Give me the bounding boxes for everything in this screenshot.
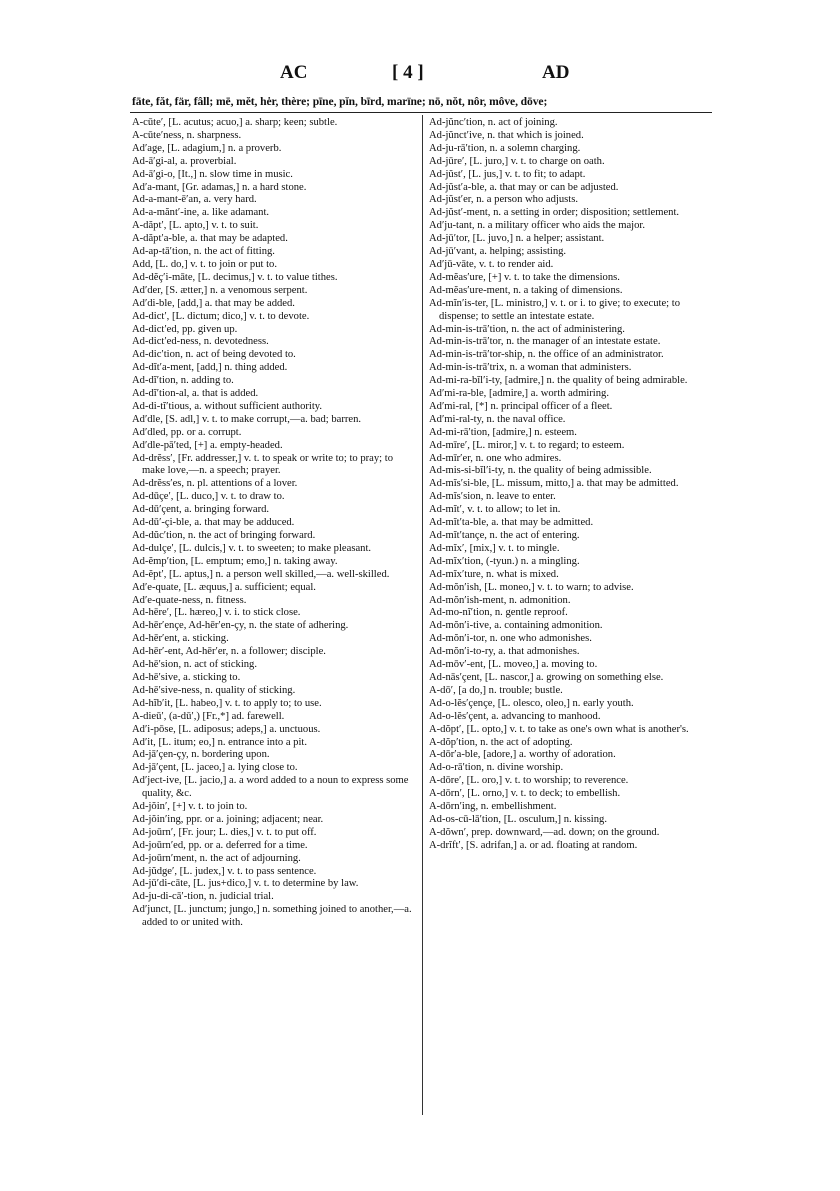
dictionary-entry: Ad-jā′çen-çy, n. bordering upon. <box>132 749 270 761</box>
dictionary-entry: Ad-o-rā′tion, n. divine worship. <box>429 762 564 774</box>
dictionary-entry: Ad-dict′ed-ness, n. devotedness. <box>132 336 269 348</box>
dictionary-entry: Ad′ject-ive, [L. jacio,] a. a word added to a noun to express some quality, &c. <box>132 775 409 800</box>
dictionary-entry: Ad-mŏn′i-tive, a. containing admonition. <box>429 620 603 632</box>
dictionary-entry: Ad-nās′çent, [L. nascor,] a. growing on something else. <box>429 671 664 683</box>
dictionary-entry: Ad-jŭst′-ment, n. a setting in order; disposition; settlement. <box>429 207 680 219</box>
dictionary-entry: Ad-jŭst′a-ble, a. that may or can be adjusted. <box>429 181 619 193</box>
dictionary-entry: Ad-drĕss′, [Fr. addresser,] v. t. to speak or write to; to pray; to make love,—n. a speech; prayer. <box>132 452 393 477</box>
dictionary-entry: Ad-a-mănt′-ine, a. like adamant. <box>132 207 270 219</box>
dictionary-entry: Ad-mĭx′tion, (-tyun.) n. a mingling. <box>429 555 580 567</box>
dictionary-entry: Ad-hēre′, [L. hæreo,] v. i. to stick close. <box>132 607 301 619</box>
dictionary-entry: A-dōrn′ing, n. embellishment. <box>429 801 557 813</box>
dictionary-entry: Ad-o-lĕs′çençe, [L. olesco, oleo,] n. early youth. <box>429 697 634 709</box>
dictionary-entry: Ad′i-pōse, [L. adiposus; adeps,] a. unctuous. <box>132 723 321 735</box>
dictionary-entry: Ad-a-mant-ē′an, a. very hard. <box>132 194 257 206</box>
dictionary-entry: Ad-jŭnc′tion, n. act of joining. <box>429 117 558 128</box>
left-guide-word: AC <box>280 62 308 83</box>
dictionary-entry: Ad-min-is-trā′tion, n. the act of administering. <box>429 323 625 335</box>
column-divider <box>422 115 423 1115</box>
dictionary-entry: Ad-mŏn′ish, [L. moneo,] v. t. to warn; to advise. <box>429 581 634 593</box>
dictionary-entry: Ad-jŏin′, [+] v. t. to join to. <box>132 801 248 813</box>
dictionary-entry: Ad-mĭs′si-ble, [L. missum, mitto,] a. that may be admitted. <box>429 478 679 490</box>
dictionary-entry: Ad-mŏn′i-to-ry, a. that admonishes. <box>429 646 580 658</box>
dictionary-entry: Ad-ap-tā′tion, n. the act of fitting. <box>132 246 275 258</box>
dictionary-entry: Ad-min-is-trā′tor, n. the manager of an intestate estate. <box>429 336 661 348</box>
dictionary-entry: Ad-hē′sive, a. sticking to. <box>132 671 241 683</box>
dictionary-entry: Ad-joūrn′ment, n. the act of adjourning. <box>132 852 301 864</box>
dictionary-entry: Ad-mĭt′tançe, n. the act of entering. <box>429 530 580 541</box>
left-column <box>132 117 414 930</box>
dictionary-entry: Ad-os-cū-lā′tion, [L. osculum,] n. kissing. <box>429 813 607 825</box>
dictionary-entry: Ad-dĭ′tion-al, a. that is added. <box>132 388 259 400</box>
dictionary-entry: Ad-joūrn′, [Fr. jour; L. dies,] v. t. to put off. <box>132 826 317 838</box>
dictionary-entry: Ad′age, [L. adagium,] n. a proverb. <box>132 142 282 154</box>
dictionary-entry: Ad-min-is-trā′trix, n. a woman that administers. <box>429 362 632 374</box>
dictionary-entry: Ad-ju-di-cā′-tion, n. judicial trial. <box>132 891 274 903</box>
dictionary-entry: Ad-mĭx′ture, n. what is mixed. <box>429 568 559 580</box>
dictionary-entry: Ad′junct, [L. junctum; jungo,] n. something joined to another,—a. added to or united with. <box>132 904 412 929</box>
dictionary-entry: Ad-dĭt′a-ment, [add,] n. thing added. <box>132 362 288 374</box>
dictionary-entry: Ad′dled, pp. or a. corrupt. <box>132 426 242 438</box>
dictionary-entry: Ad-jŭdge′, [L. judex,] v. t. to pass sentence. <box>132 865 317 877</box>
dictionary-entry: A-dōre′, [L. oro,] v. t. to worship; to reverence. <box>429 775 629 787</box>
dictionary-entry: Ad-dic′tion, n. act of being devoted to. <box>132 349 296 361</box>
dictionary-entry: Ad-dict′ed, pp. given up. <box>132 323 238 335</box>
dictionary-entry: Ad-dĭ′tion, n. adding to. <box>132 375 234 387</box>
dictionary-entry: Ad-hē′sive-ness, n. quality of sticking. <box>132 684 296 696</box>
right-guide-word: AD <box>542 62 570 83</box>
dictionary-entry: Ad′der, [S. ætter,] n. a venomous serpent. <box>132 284 308 296</box>
dictionary-entry: A-dăpt′a-ble, a. that may be adapted. <box>132 233 288 245</box>
dictionary-entry: Ad-jŭst′er, n. a person who adjusts. <box>429 194 579 206</box>
dictionary-entry: Ad-drĕss′es, n. pl. attentions of a lover. <box>132 478 298 490</box>
dictionary-entry: Ad-dulçe′, [L. dulcis,] v. t. to sweeten; to make pleasant. <box>132 542 372 554</box>
dictionary-entry: Ad-o-lĕs′çent, a. advancing to manhood. <box>429 710 601 722</box>
dictionary-entry: Ad-mīr′er, n. one who admires. <box>429 452 562 464</box>
dictionary-entry: Ad-hēr′ent, a. sticking. <box>132 633 229 645</box>
dictionary-entry: A-dieū′, (a-dū′,) [Fr.,*] ad. farewell. <box>132 710 285 722</box>
dictionary-entry: A-cūte′ness, n. sharpness. <box>132 129 242 141</box>
dictionary-entry: Ad-mis-si-bĭl′i-ty, n. the quality of being admissible. <box>429 465 652 477</box>
dictionary-entry: Ad′di-ble, [add,] a. that may be added. <box>132 297 295 309</box>
dictionary-entry: Ad-ĕpt′, [L. aptus,] n. a person well skilled,—a. well-skilled. <box>132 568 390 580</box>
dictionary-entry: Ad-mi-ra-bĭl′i-ty, [admire,] n. the quality of being admirable. <box>429 375 688 387</box>
dictionary-entry: Ad-dĕç′i-māte, [L. decimus,] v. t. to value tithes. <box>132 271 338 283</box>
dictionary-entry: Ad′e-quate, [L. æquus,] a. sufficient; equal. <box>132 581 316 593</box>
dictionary-entry: Ad-hĭb′it, [L. habeo,] v. t. to apply to; to use. <box>132 697 322 709</box>
dictionary-entry: Ad-jŭst′, [L. jus,] v. t. to fit; to adapt. <box>429 168 586 180</box>
pronunciation-key: fāte, făt, fär, fâll; mē, mĕt, hėr, thère; pīne, pĭn, bīrd, marïne; nō, nŏt, nôr, môve, dōve; <box>132 95 548 108</box>
dictionary-entry: Ad′dle-pā′ted, [+] a. empty-headed. <box>132 439 283 451</box>
dictionary-entry: Ad′mi-ral, [*] n. principal officer of a fleet. <box>429 400 613 412</box>
dictionary-entry: Ad-dŭc′tion, n. the act of bringing forward. <box>132 530 316 541</box>
dictionary-entry: Ad-hē′sion, n. act of sticking. <box>132 659 258 671</box>
dictionary-entry: Ad-dict′, [L. dictum; dico,] v. t. to devote. <box>132 310 310 322</box>
dictionary-entry: Ad′ju-tant, n. a military officer who aids the major. <box>429 220 646 232</box>
dictionary-entry: Ad-ju-rā′tion, n. a solemn charging. <box>429 142 581 154</box>
dictionary-entry: Ad-mĕas′ure, [+] v. t. to take the dimensions. <box>429 271 620 283</box>
dictionary-entry: Ad-jŭnct′ive, n. that which is joined. <box>429 129 584 141</box>
dictionary-entry: Ad-hēr′ençe, Ad-hēr′en-çy, n. the state of adhering. <box>132 620 349 632</box>
dictionary-entry: Ad-mi-rā′tion, [admire,] n. esteem. <box>429 426 577 438</box>
dictionary-entry: Ad-dū′-çi-ble, a. that may be adduced. <box>132 517 295 529</box>
dictionary-entry: Ad-dū′çent, a. bringing forward. <box>132 504 270 516</box>
dictionary-entry: Ad-dūçe′, [L. duco,] v. t. to draw to. <box>132 491 285 503</box>
dictionary-entry: Ad-mŏn′ish-ment, n. admonition. <box>429 594 571 606</box>
dictionary-entry: Ad-di-tĭ′tious, a. without sufficient authority. <box>132 400 323 412</box>
dictionary-entry: Ad-mĭn′is-ter, [L. ministro,] v. t. or i. to give; to execute; to dispense; to settle an intestate estate. <box>429 297 680 322</box>
dictionary-entry: Ad-jū′vant, a. helping; assisting. <box>429 246 567 258</box>
dictionary-entry: Ad-ā′gi-o, [It.,] n. slow time in music. <box>132 168 293 180</box>
dictionary-entry: Ad-jū′di-cāte, [L. jus+dico,] v. t. to determine by law. <box>132 878 359 890</box>
dictionary-entry: A-dō′, [a do,] n. trouble; bustle. <box>429 684 563 696</box>
header-rule <box>130 112 712 113</box>
dictionary-entry: Ad-mĭx′, [mix,] v. t. to mingle. <box>429 542 560 554</box>
dictionary-entry: Ad-ā′gi-al, a. proverbial. <box>132 155 237 167</box>
dictionary-entry: A-dōrn′, [L. orno,] v. t. to deck; to embellish. <box>429 788 621 800</box>
dictionary-entry: Ad-mo-nĭ′tion, n. gentle reproof. <box>429 607 568 619</box>
dictionary-entry: Ad′it, [L. itum; eo,] n. entrance into a pit. <box>132 736 308 748</box>
dictionary-entry: A-dăpt′, [L. apto,] v. t. to suit. <box>132 220 259 232</box>
dictionary-entry: A-dōr′a-ble, [adore,] a. worthy of adoration. <box>429 749 616 761</box>
dictionary-entry: A-cūte′, [L. acutus; acuo,] a. sharp; keen; subtle. <box>132 117 338 128</box>
dictionary-entry: Ad-jū′tor, [L. juvo,] n. a helper; assistant. <box>429 233 605 245</box>
dictionary-entry: Ad-jūre′, [L. juro,] v. t. to charge on oath. <box>429 155 605 167</box>
dictionary-entry: Ad′a-mant, [Gr. adamas,] n. a hard stone. <box>132 181 307 193</box>
dictionary-entry: Ad′mi-ra-ble, [admire,] a. worth admiring. <box>429 388 609 400</box>
dictionary-entry: Ad′e-quate-ness, n. fitness. <box>132 594 247 606</box>
dictionary-entry: Add, [L. do,] v. t. to join or put to. <box>132 258 277 270</box>
dictionary-entry: Ad-mŏn′i-tor, n. one who admonishes. <box>429 633 592 645</box>
dictionary-entry: A-dŏwn′, prep. downward,—ad. down; on the ground. <box>429 826 660 838</box>
dictionary-entry: Ad-ĕmp′tion, [L. emptum; emo,] n. taking away. <box>132 555 338 567</box>
dictionary-entry: Ad′dle, [S. adl,] v. t. to make corrupt,—a. bad; barren. <box>132 413 362 425</box>
dictionary-entry: Ad-mĕas′ure-ment, n. a taking of dimensions. <box>429 284 623 296</box>
dictionary-entry: A-dŏp′tion, n. the act of adopting. <box>429 736 573 748</box>
dictionary-entry: Ad-hēr′-ent, Ad-hēr′er, n. a follower; disciple. <box>132 646 326 658</box>
dictionary-entry: A-drĭft′, [S. adrifan,] a. or ad. floating at random. <box>429 839 638 851</box>
page-header <box>130 62 710 88</box>
dictionary-entry: Ad-mĭt′, v. t. to allow; to let in. <box>429 504 561 516</box>
dictionary-entry: Ad-mōv′-ent, [L. moveo,] a. moving to. <box>429 659 598 671</box>
dictionary-entry: Ad-min-is-trā′tor-ship, n. the office of an administrator. <box>429 349 664 361</box>
right-column <box>429 117 711 853</box>
dictionary-entry: Ad-jā′çent, [L. jaceo,] a. lying close to. <box>132 762 298 774</box>
dictionary-entry: Ad-joūrn′ed, pp. or a. deferred for a time. <box>132 839 308 851</box>
dictionary-entry: A-dŏpt′, [L. opto,] v. t. to take as one's own what is another's. <box>429 723 689 735</box>
page-number: [ 4 ] <box>392 62 424 83</box>
dictionary-entry: Ad-jŏin′ing, ppr. or a. joining; adjacent; near. <box>132 813 324 825</box>
dictionary-entry: Ad-mīre′, [L. miror,] v. t. to regard; to esteem. <box>429 439 625 451</box>
dictionary-entry: Ad-mĭs′sion, n. leave to enter. <box>429 491 556 503</box>
dictionary-entry: Ad-mĭt′ta-ble, a. that may be admitted. <box>429 517 594 529</box>
dictionary-entry: Ad′jū-vāte, v. t. to render aid. <box>429 258 554 270</box>
dictionary-entry: Ad′mi-ral-ty, n. the naval office. <box>429 413 566 425</box>
